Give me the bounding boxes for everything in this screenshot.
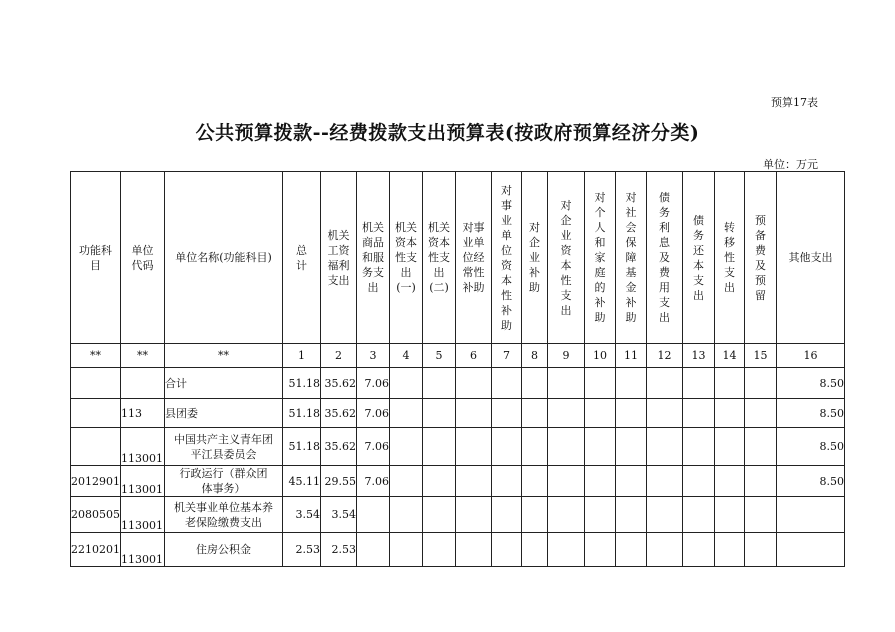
index-cell: 10 [585,344,616,368]
other-cell: 8.50 [777,466,845,497]
func-code-cell [71,399,121,428]
index-cell: 3 [357,344,390,368]
index-cell: 13 [683,344,715,368]
header-c2: 机关工资福利支出 [321,172,357,344]
budget-table [70,171,845,567]
table-row [71,368,845,399]
header-c13: 债务还本支出 [683,172,715,344]
goods-services-cell [357,533,390,567]
wage-cell: 35.62 [321,368,357,399]
index-cell: ** [71,344,121,368]
unit-name-cell: 中国共产主义青年团平江县委员会 [165,428,283,466]
index-cell: 14 [715,344,745,368]
other-cell [777,533,845,567]
goods-services-cell: 7.06 [357,428,390,466]
index-cell: 2 [321,344,357,368]
index-cell: 16 [777,344,845,368]
header-c15: 预备费及预留 [745,172,777,344]
goods-services-cell: 7.06 [357,466,390,497]
func-code-cell: 2210201 [71,533,121,567]
header-name: 单位名称(功能科目) [165,172,283,344]
unit-name-cell: 机关事业单位基本养老保险缴费支出 [165,497,283,533]
func-code-cell [71,368,121,399]
header-c14: 转移性支出 [715,172,745,344]
wage-cell: 35.62 [321,399,357,428]
unit-code-cell: 113 [121,399,165,428]
index-cell: ** [121,344,165,368]
func-code-cell: 2012901 [71,466,121,497]
goods-services-cell [357,497,390,533]
total-cell: 45.11 [283,466,321,497]
unit-code-cell: 113001 [121,533,165,567]
unit-code-cell: 113001 [121,428,165,466]
page-title: 公共预算拨款--经费拨款支出预算表(按政府预算经济分类) [195,122,700,144]
header-code: 单位代码 [121,172,165,344]
other-cell [777,497,845,533]
unit-code-cell: 113001 [121,497,165,533]
index-cell: 9 [548,344,585,368]
total-cell: 51.18 [283,368,321,399]
index-cell: 11 [616,344,647,368]
header-c7: 对事业单位资本性补助 [492,172,522,344]
index-cell: ** [165,344,283,368]
goods-services-cell: 7.06 [357,368,390,399]
index-cell: 8 [522,344,548,368]
unit-name-cell: 合计 [165,368,283,399]
goods-services-cell: 7.06 [357,399,390,428]
unit-name-cell: 行政运行（群众团体事务） [165,466,283,497]
total-cell: 51.18 [283,428,321,466]
header-total: 总计 [283,172,321,344]
unit-name-cell: 住房公积金 [165,533,283,567]
index-cell: 4 [390,344,423,368]
total-cell: 3.54 [283,497,321,533]
table-row [71,497,845,533]
wage-cell: 35.62 [321,428,357,466]
func-code-cell: 2080505 [71,497,121,533]
header-c8: 对企业补助 [522,172,548,344]
unit-label: 单位：万元 [763,158,818,171]
header-func: 功能科目 [71,172,121,344]
unit-code-cell: 113001 [121,466,165,497]
header-c4: 机关资本性支出(一) [390,172,423,344]
wage-cell: 2.53 [321,533,357,567]
table-row [71,466,845,497]
index-cell: 5 [423,344,456,368]
index-cell: 1 [283,344,321,368]
table-row [71,533,845,567]
other-cell: 8.50 [777,399,845,428]
index-cell: 6 [456,344,492,368]
form-number: 预算17表 [771,96,818,109]
index-cell: 12 [647,344,683,368]
unit-code-cell [121,368,165,399]
table-row [71,428,845,466]
total-cell: 2.53 [283,533,321,567]
header-c3: 机关商品和服务支出 [357,172,390,344]
wage-cell: 3.54 [321,497,357,533]
wage-cell: 29.55 [321,466,357,497]
header-row [71,172,845,344]
other-cell: 8.50 [777,368,845,399]
other-cell: 8.50 [777,428,845,466]
func-code-cell [71,428,121,466]
unit-name-cell: 县团委 [165,399,283,428]
index-row [71,344,845,368]
header-c16: 其他支出 [777,172,845,344]
index-cell: 15 [745,344,777,368]
header-c12: 债务利息及费用支出 [647,172,683,344]
header-c6: 对事业单位经常性补助 [456,172,492,344]
index-cell: 7 [492,344,522,368]
table-row [71,399,845,428]
header-c11: 对社会保障基金补助 [616,172,647,344]
total-cell: 51.18 [283,399,321,428]
header-c5: 机关资本性支出(二) [423,172,456,344]
header-c10: 对个人和家庭的补助 [585,172,616,344]
header-c9: 对企业资本性支出 [548,172,585,344]
